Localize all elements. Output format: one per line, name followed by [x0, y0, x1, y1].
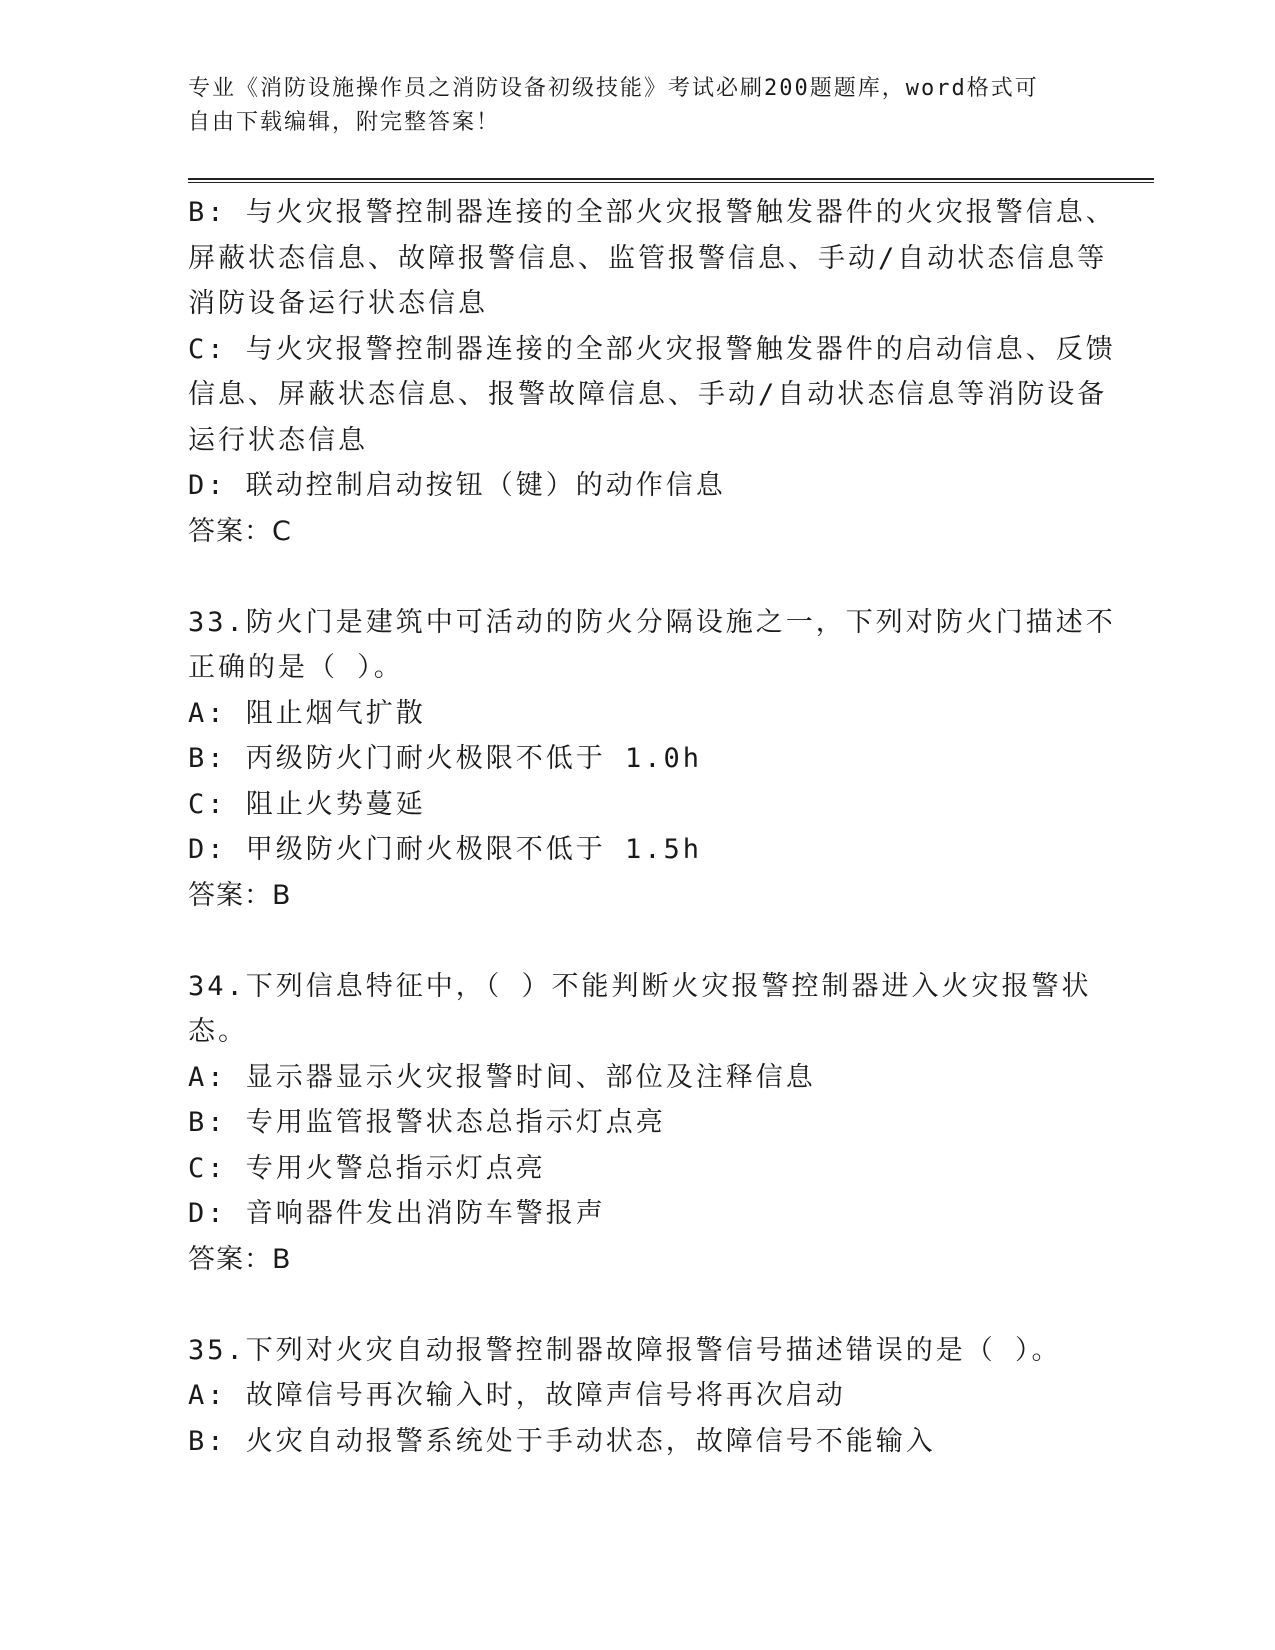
- header-divider: [188, 178, 1154, 183]
- q34-option-c: C: 专用火警总指示灯点亮: [188, 1152, 546, 1184]
- q34-option-a: A: 显示器显示火灾报警时间、部位及注释信息: [188, 1061, 816, 1093]
- q32-option-b-line-2: 屏蔽状态信息、故障报警信息、监管报警信息、手动/自动状态信息等: [188, 242, 1108, 274]
- q35-stem: 35.下列对火灾自动报警控制器故障报警信号描述错误的是（ ）。: [188, 1334, 1062, 1366]
- q32-option-b-line-3: 消防设备运行状态信息: [188, 288, 488, 319]
- q33-stem-line-1: 33.防火门是建筑中可活动的防火分隔设施之一，下列对防火门描述不: [188, 606, 1116, 638]
- q34-stem-line-1: 34.下列信息特征中，（ ）不能判断火灾报警控制器进入火灾报警状: [188, 970, 1092, 1002]
- q35-option-a: A: 故障信号再次输入时，故障声信号将再次启动: [188, 1380, 846, 1411]
- q32-answer: 答案：C: [188, 515, 292, 547]
- q33-answer: 答案：B: [188, 879, 292, 911]
- q33-option-a: A: 阻止烟气扩散: [188, 697, 426, 729]
- q32-option-c-line-3: 运行状态信息: [188, 424, 368, 456]
- q33-option-c: C: 阻止火势蔓延: [188, 788, 426, 820]
- spacer: [188, 918, 1088, 964]
- q34-stem-line-2: 态。: [188, 1016, 248, 1047]
- header-title-line-2: 自由下载编辑，附完整答案！: [188, 110, 501, 135]
- question-35: [188, 1328, 1088, 1465]
- q33-stem-line-2: 正确的是（ ）。: [188, 652, 404, 683]
- q32-option-c-line-1: C: 与火灾报警控制器连接的全部火灾报警触发器件的启动信息、反馈: [188, 333, 1116, 365]
- header-title-line-1: 专业《消防设施操作员之消防设备初级技能》考试必刷200题题库，word格式可: [188, 76, 1039, 101]
- q32-option-b-line-1: B: 与火灾报警控制器连接的全部火灾报警触发器件的火灾报警信息、: [188, 197, 1116, 228]
- q33-option-d: D: 甲级防火门耐火极限不低于 1.5h: [188, 834, 703, 865]
- spacer: [188, 1282, 1088, 1328]
- question-32: [188, 190, 1116, 554]
- spacer: [188, 554, 1088, 600]
- q34-answer: 答案：B: [188, 1243, 292, 1275]
- document-header: [188, 72, 1088, 140]
- q32-option-c-line-2: 信息、屏蔽状态信息、报警故障信息、手动/自动状态信息等消防设备: [188, 379, 1108, 410]
- q34-option-d: D: 音响器件发出消防车警报声: [188, 1198, 606, 1229]
- question-content: [188, 190, 1116, 1464]
- q33-option-b: B: 丙级防火门耐火极限不低于 1.0h: [188, 743, 703, 774]
- q34-option-b: B: 专用监管报警状态总指示灯点亮: [188, 1107, 666, 1138]
- question-33: [188, 600, 1116, 919]
- question-34: [188, 964, 1092, 1283]
- q32-option-d: D: 联动控制启动按钮（键）的动作信息: [188, 470, 726, 501]
- q35-option-b: B: 火灾自动报警系统处于手动状态，故障信号不能输入: [188, 1425, 936, 1457]
